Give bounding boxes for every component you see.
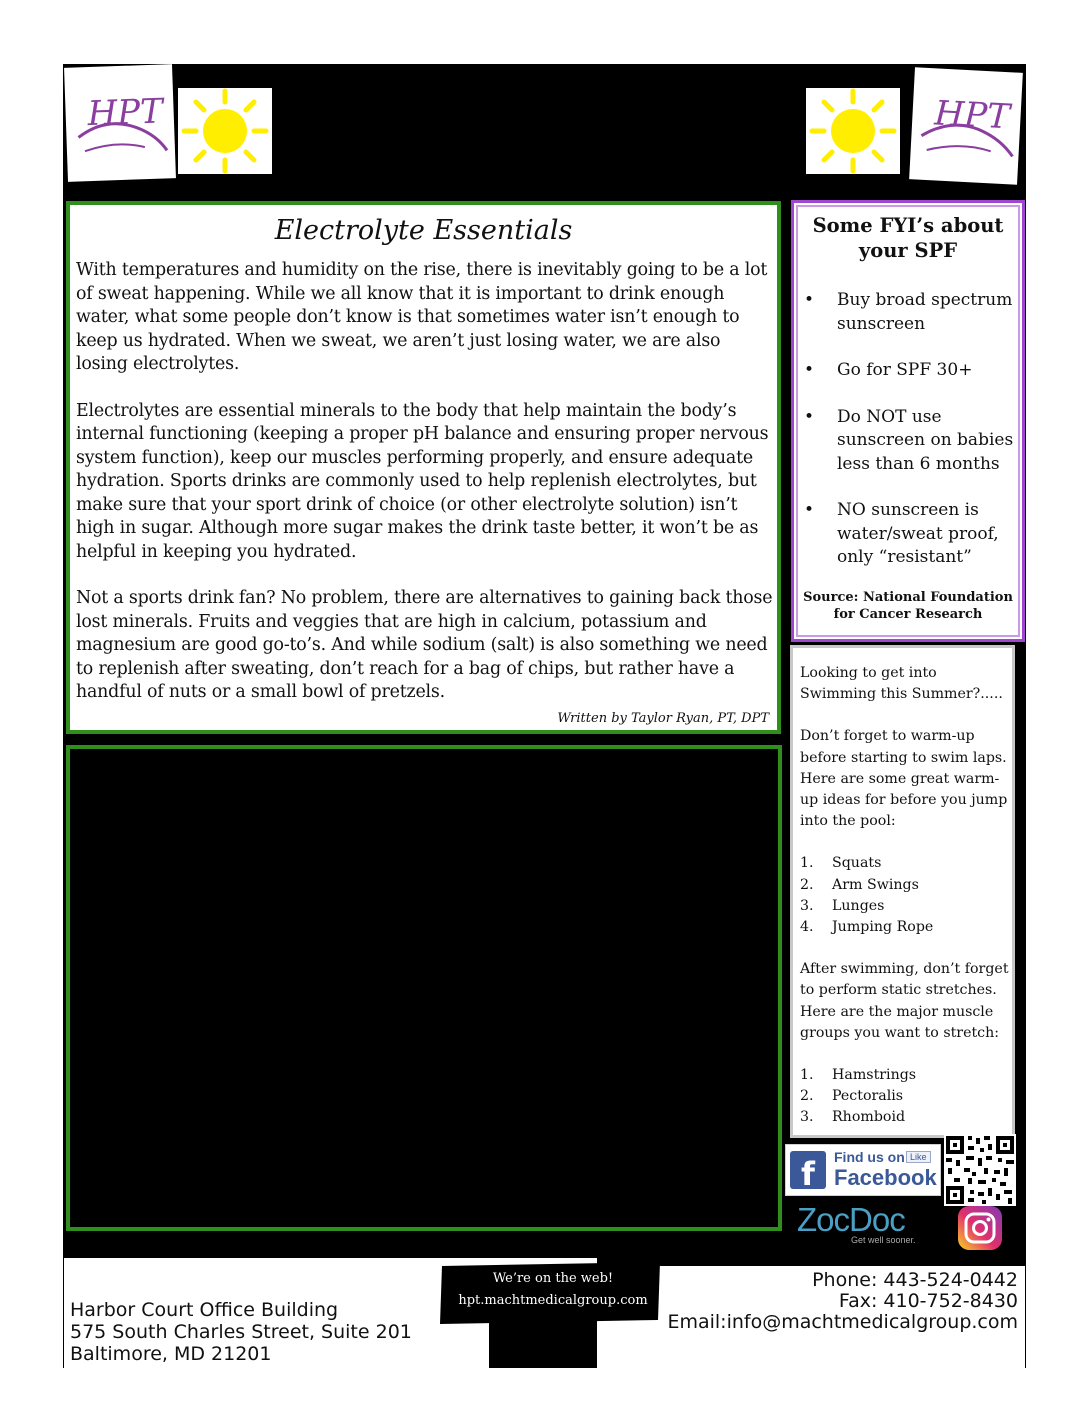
swim-sidebar (790, 645, 1015, 1138)
instagram-icon (956, 1206, 1004, 1250)
fax-number: Fax: 410-752-8430 (838, 1290, 1018, 1312)
spf-list (804, 289, 1019, 593)
bullet-icon: • (804, 500, 815, 520)
logo-text: HPT (933, 93, 1011, 138)
bullet-icon: • (804, 360, 815, 380)
facebook-badge[interactable] (785, 1144, 941, 1196)
swim-intro: Looking to get into Swimming this Summer?..... (800, 665, 1003, 703)
warmup-list (800, 853, 1015, 938)
hpt-logo-right (909, 67, 1023, 184)
list-item-text: Squats (832, 855, 882, 872)
spf-title: Some FYI’s about your SPF (812, 214, 1004, 262)
list-item: 3. Rhomboid (800, 1109, 906, 1126)
sun-right (806, 88, 900, 174)
article-title: Electrolyte Essentials (274, 215, 573, 246)
article-paragraph: Electrolytes are essential minerals to the body that help maintain the body’s internal functioning (keeping a proper pH balance and ensuring proper nervous system function), keep our muscles performing properly, and ensure adequate hydration. Sports drinks are commonly used to help replenish electrolytes, but make sure that your sport drink of choice (or other electrolyte solution) isn’t high in sugar. Although more sugar makes the drink taste better, it won’t be as helpful in keeping you hydrated. (76, 400, 769, 562)
web-banner-heading: We’re on the web! (492, 1271, 614, 1286)
list-item (804, 406, 1019, 477)
list-item: 2. Pectoralis (800, 1088, 904, 1105)
list-item-text: NO sunscreen is water/sweat proof, only “resistant” (837, 500, 999, 567)
list-item-text: Hamstrings (832, 1067, 917, 1084)
bullet-icon: • (804, 290, 815, 310)
phone-number[interactable]: Phone: 443-524-0442 (812, 1269, 1018, 1291)
address-line: 575 South Charles Street, Suite 201 (70, 1321, 412, 1343)
list-item-text: Jumping Rope (832, 919, 934, 936)
list-item-text: Lunges (832, 897, 885, 914)
list-item: 1. Squats (800, 855, 882, 872)
stretch-list (800, 1065, 1015, 1129)
article-paragraph: With temperatures and humidity on the rise, there is inevitably going to be a lot of sweat happening. While we all know that it is important to drink enough water, what some people don’t know is that sometimes water isn’t enough to keep us hydrated. When we sweat, we aren’t just losing water, we are also losing electrolytes. (76, 260, 768, 374)
article-byline: Written by Taylor Ryan, PT, DPT (557, 711, 769, 726)
list-item-text: Arm Swings (832, 876, 919, 893)
facebook-find-text: Find us on (834, 1149, 905, 1165)
spf-sidebar (791, 200, 1025, 642)
footer-address (70, 1299, 412, 1365)
zocdoc-logo[interactable] (795, 1203, 930, 1247)
qr-code[interactable] (944, 1134, 1016, 1206)
facebook-name-text: Facebook (834, 1165, 937, 1190)
article-electrolytes (66, 201, 781, 734)
list-item-text: Rhomboid (832, 1109, 906, 1126)
swim-warmup-text: Don’t forget to warm-up before starting to swim laps. Here are some great warm-up ideas for before you jump into the pool: (800, 728, 1008, 830)
qr-code-icon (944, 1134, 1016, 1206)
sun-icon (806, 88, 900, 174)
list-item-text: Pectoralis (832, 1088, 904, 1105)
web-banner-text[interactable] (448, 1268, 658, 1312)
sun-left (178, 88, 272, 174)
sun-icon (178, 88, 272, 174)
hpt-logo-left (64, 64, 176, 182)
list-item: 3. Lunges (800, 897, 885, 914)
facebook-like-text: Like (906, 1151, 931, 1163)
list-item (804, 499, 1019, 570)
email-link[interactable]: Email:info@machtmedicalgroup.com (667, 1311, 1018, 1333)
list-item (804, 289, 1019, 336)
logo-text: HPT (86, 91, 164, 135)
svg-text:f: f (801, 1155, 815, 1193)
list-item-text: Do NOT use sunscreen on babies less than 6 months (837, 406, 1014, 474)
list-item: 1. Hamstrings (800, 1067, 917, 1084)
list-item-text: Go for SPF 30+ (837, 360, 973, 380)
blank-feature-panel (66, 745, 782, 1231)
article-body (76, 259, 776, 728)
article-paragraph: Not a sports drink fan? No problem, there are alternatives to gaining back those lost minerals. Fruits and veggies that are high in calcium, potassium and magnesium are good go-to’s. And while sodium (salt) is also something we need to replenish after sweating, don’t reach for a bag of chips, but rather have a handful of nuts or a small bowl of pretzels. (76, 588, 773, 702)
list-item (804, 359, 1019, 383)
instagram-logo[interactable] (956, 1206, 1004, 1250)
hpt-logo-icon (909, 67, 1023, 184)
swim-stretch-text: After swimming, don’t forget to perform static stretches. Here are the major muscle groups you want to stretch: (800, 961, 1009, 1041)
zocdoc-tagline: Get well sooner. (851, 1235, 916, 1245)
zocdoc-name: ZocDoc (797, 1201, 905, 1238)
address-line: Baltimore, MD 21201 (70, 1343, 272, 1365)
bullet-icon: • (804, 406, 815, 427)
list-item: 4. Jumping Rope (800, 919, 934, 936)
footer-contact (667, 1270, 1018, 1333)
spf-source: Source: National Foundation for Cancer Research (803, 590, 1013, 622)
website-link[interactable]: hpt.machtmedicalgroup.com (458, 1293, 648, 1308)
swim-body (800, 663, 1015, 1150)
address-line: Harbor Court Office Building (70, 1299, 339, 1321)
list-item-text: Buy broad spectrum sunscreen (837, 290, 1013, 334)
list-item: 2. Arm Swings (800, 876, 919, 893)
hpt-logo-icon (64, 64, 176, 182)
